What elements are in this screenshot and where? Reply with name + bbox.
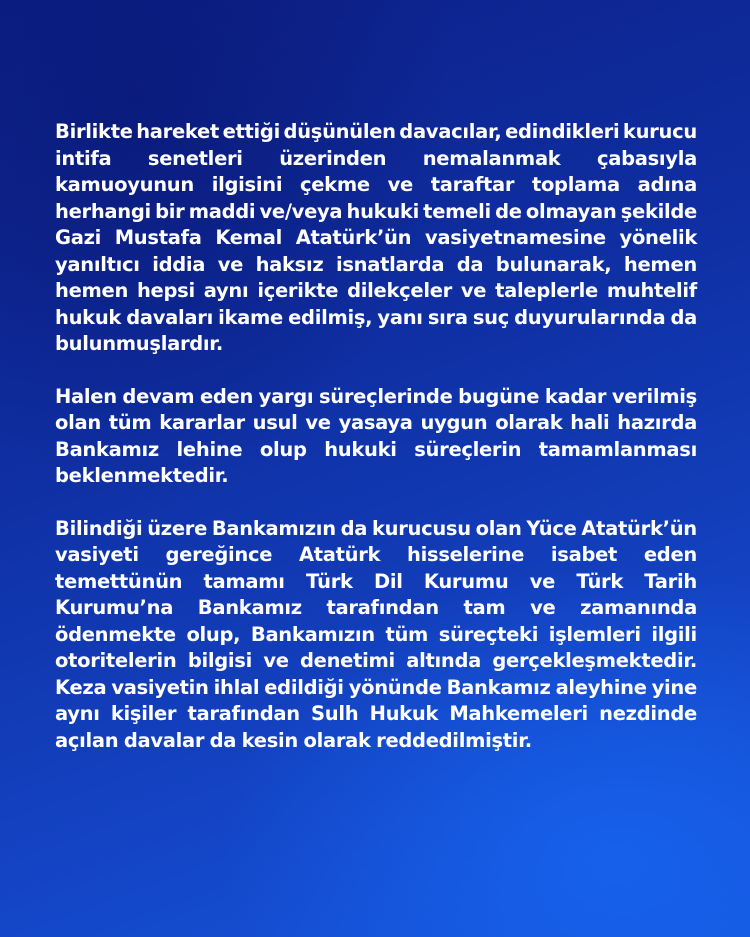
word: düşünülen [283,120,396,143]
word: olup, [186,622,241,646]
paragraph-line [55,410,697,437]
word: nezdinde [599,702,697,725]
word: Bankamız [446,675,551,699]
word: temettünün [55,569,183,593]
word: davaları [126,305,213,329]
word: sıra [427,305,468,329]
word: hemen [55,279,129,302]
word: vasiyetnamesine [424,226,606,249]
word: olmayan [525,199,617,223]
word: hisselerine [407,543,525,566]
word: duyurularında [514,305,666,329]
word: da [456,252,484,276]
word: tüm [385,622,429,646]
word: yanıltıcı [55,252,140,276]
word: süreçteki [438,622,539,646]
word: aynı [55,702,100,725]
word: yine [651,675,697,699]
word: Mahkemeleri [449,702,588,725]
paragraph-line [55,622,697,649]
paragraph-line [55,542,697,569]
word: ve [387,173,413,196]
word: de [495,199,522,223]
word: ilgili [651,622,697,646]
word: yönelik [619,226,697,249]
paragraph-line [55,278,697,305]
word: temeli [423,199,491,223]
word: vasiyetin [111,675,209,699]
word: edindikleri [505,120,620,143]
word: hazırda [617,411,697,434]
word: tüm [108,411,152,434]
word: Dil [373,569,403,593]
word: edilmiş, [288,305,373,329]
word: Kurumu [423,569,509,593]
word: hukuki [346,199,419,223]
word: olan [475,516,522,540]
word: isnatlarda [335,252,445,276]
word: Halen [55,384,117,408]
paragraph-line [55,595,697,622]
word: hareket [136,120,219,143]
word: Yüce [526,516,577,540]
word: davacılar, [399,120,502,143]
paragraph-line [55,199,697,226]
word: Birlikte [55,120,133,143]
word: kurucu [622,120,697,143]
word: suç [472,305,509,329]
word: yasaya [338,411,413,434]
word: da [670,305,697,329]
word: ihlal [213,675,260,699]
word: üzere [147,516,208,540]
word: denetimi [300,649,395,672]
word: Bankamızın [211,516,336,540]
word: dilekçeler [347,279,452,302]
word: gereğince [165,543,273,566]
word: ödenmekte [55,622,176,646]
word: Türk [305,569,353,593]
paragraph-line [55,384,697,411]
word: üzerinden [279,146,387,170]
word: bir [155,199,185,223]
word: uygun [420,411,488,434]
word: ettiği [222,120,280,143]
paragraph-line [55,675,697,702]
paragraph-line [55,648,697,675]
word: maddi [188,199,256,223]
word: aleyhine [555,675,647,699]
word: eden [643,543,697,566]
word: da [340,516,368,540]
word: Atatürk’ün [581,516,697,540]
word: tamamı [203,569,285,593]
word: olarak [495,411,563,434]
word: ilgisini [211,173,283,196]
word: adına [637,173,697,196]
word: Atatürk’ün [295,226,412,249]
word: Bilindiği [55,516,143,540]
word: Hukuk [369,702,439,725]
word: zamanında [580,596,697,619]
word: ve/veya [259,199,343,223]
word: tarafından [187,702,300,725]
word: işlemleri [548,622,641,646]
word: hali [570,411,610,434]
word: otoritelerin [55,649,177,672]
word: lehine [176,437,243,461]
word: Mustafa [114,226,202,249]
word: verilmiş [611,384,697,408]
word: kurucusu [371,516,471,540]
word: Tarih [644,569,697,593]
word: Bankamız [55,437,159,461]
word: ve [305,411,331,434]
paragraph-line [55,701,697,728]
paragraph-line [55,569,697,596]
word: çabasıyla [596,146,697,170]
word: toplama [531,173,620,196]
word: eden [199,384,254,408]
word: bulunarak, [495,252,612,276]
word: hukuk [55,305,122,329]
word: yargı [258,384,314,408]
word: ve [529,569,556,593]
paragraph-line [55,516,697,543]
word: Kemal [215,226,282,249]
paragraph-line [55,225,697,252]
word: ve [263,649,289,672]
paragraph-line [55,305,697,332]
word: ve [217,252,244,276]
word: haksız [255,252,324,276]
word: tam [463,596,506,619]
word: ve [530,596,556,619]
word: tamamlanması [538,437,697,461]
word: taleplerle [495,279,598,302]
word: yönünde [348,675,442,699]
word: herhangi [55,199,151,223]
word: süreçlerin [414,437,522,461]
word: iddia [152,252,206,276]
paragraph-line: açılan davalar da kesin olarak reddedilmiştir. [55,728,532,752]
word: Türk [576,569,624,593]
paragraph-line [55,146,697,173]
word: süreçlerinde [318,384,453,408]
paragraph-1 [55,119,697,358]
word: muhtelif [606,279,697,302]
word: Gazi [55,226,101,249]
word: ikame [218,305,283,329]
word: yanı [377,305,423,329]
word: Sulh [311,702,359,725]
paragraph-line [55,437,697,464]
word: kişiler [110,702,177,725]
paragraph-line [55,172,697,199]
word: nemalanmak [422,146,561,170]
word: isabet [550,543,618,566]
word: olup [259,437,307,461]
paragraph-line [55,252,697,279]
word: kararlar [159,411,245,434]
word: vasiyeti [55,543,139,566]
word: hukuki [324,437,397,461]
word: senetleri [147,146,243,170]
word: gerçekleşmektedir. [492,649,697,672]
word: Bankamız [197,596,302,619]
word: içerikte [257,279,339,302]
word: devam [122,384,195,408]
word: tarafından [326,596,439,619]
word: hemen [623,252,697,276]
word: Keza [55,675,107,699]
paragraph-line: bulunmuşlardır. [55,332,223,355]
word: usul [252,411,298,434]
word: Kurumu’na [55,596,174,619]
word: çekme [300,173,370,196]
word: edildiği [264,675,344,699]
word: intifa [55,146,112,170]
statement-text [55,119,697,780]
paragraph-line: beklenmektedir. [55,464,229,487]
word: Atatürk [298,543,381,566]
word: altında [406,649,482,672]
word: kamuoyunun [55,173,194,196]
paragraph-3 [55,516,697,755]
paragraph-line [55,119,697,146]
word: taraftar [430,173,515,196]
word: olan [55,411,101,434]
word: bilgisi [187,649,252,672]
word: aynı [203,279,249,302]
paragraph-2 [55,384,697,490]
word: şekilde [620,199,697,223]
word: kadar [544,384,607,408]
word: Bankamızın [250,622,375,646]
word: hepsi [136,279,195,302]
word: bugüne [458,384,540,408]
word: ve [460,279,487,302]
